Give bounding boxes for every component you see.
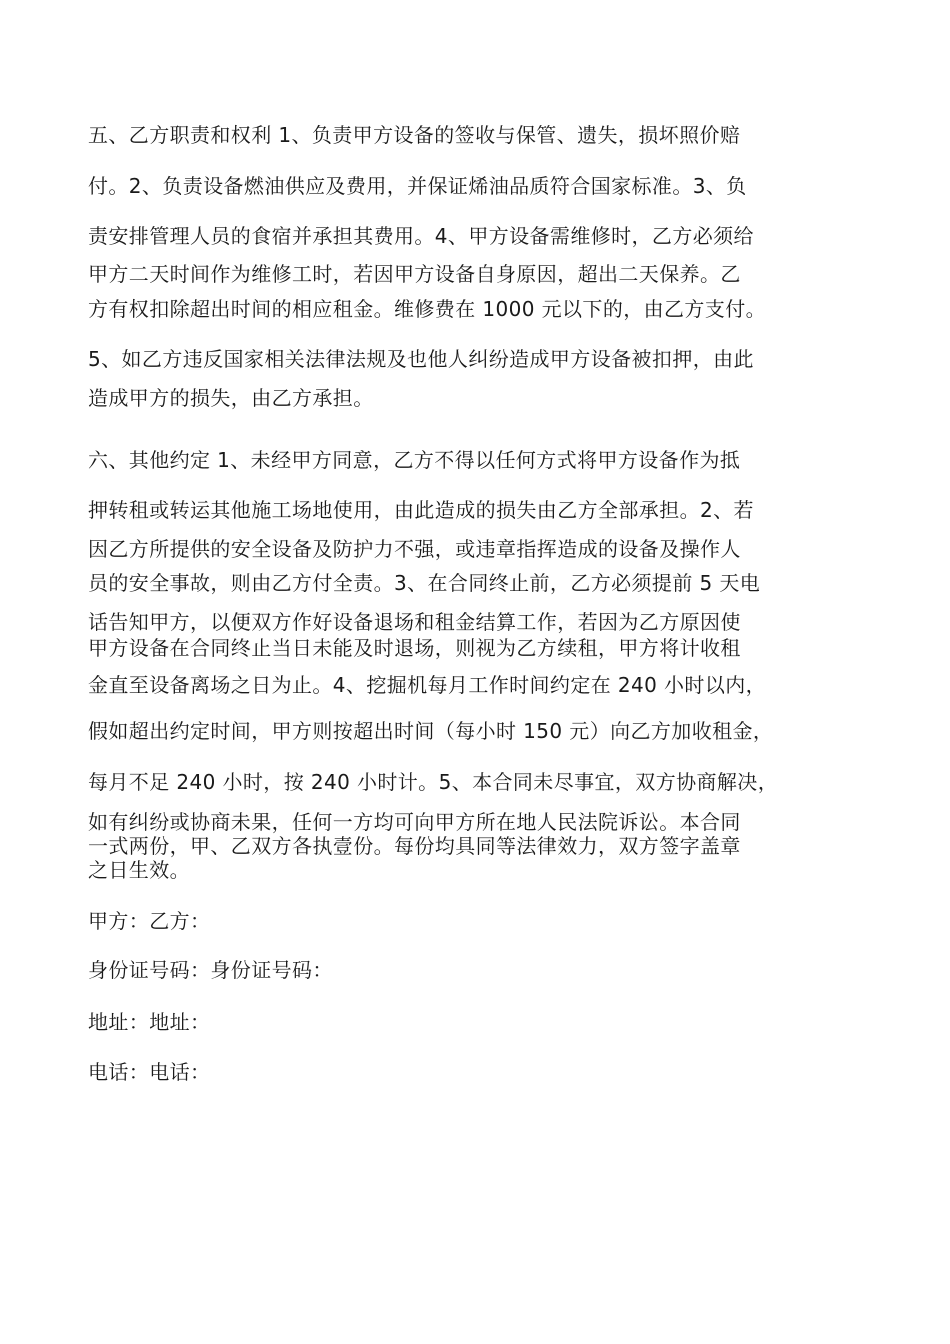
section-6-line-6: 甲方设备在合同终止当日未能及时退场，则视为乙方续租，甲方将计收租: [88, 636, 741, 660]
section-5-line-6: 5、如乙方违反国家相关法律法规及也他人纠纷造成甲方设备被扣押，由此: [88, 347, 754, 371]
section-6-line-8: 假如超出约定时间，甲方则按超出时间（每小时 150 元）向乙方加收租金，: [88, 719, 774, 743]
section-6-line-4: 员的安全事故，则由乙方付全责。3、在合同终止前，乙方必须提前 5 天电: [88, 571, 761, 595]
section-6-line-3: 因乙方所提供的安全设备及防护力不强，或违章指挥造成的设备及操作人: [88, 537, 741, 561]
signature-parties: 甲方：乙方：: [88, 909, 211, 933]
section-5-line-1: 五、乙方职责和权利 1、负责甲方设备的签收与保管、遗失，损坏照价赔: [88, 123, 741, 147]
section-6-line-9: 每月不足 240 小时，按 240 小时计。5、本合同未尽事宜，双方协商解决，: [88, 770, 779, 794]
section-6-line-2: 押转租或转运其他施工场地使用，由此造成的损失由乙方全部承担。2、若: [88, 498, 754, 522]
section-5-line-2: 付。2、负责设备燃油供应及费用，并保证烯油品质符合国家标准。3、负: [88, 174, 747, 198]
section-6-line-5: 话告知甲方，以便双方作好设备退场和租金结算工作，若因为乙方原因使: [88, 610, 741, 634]
signature-id-numbers: 身份证号码：身份证号码：: [88, 958, 333, 982]
section-6-line-7: 金直至设备离场之日为止。4、挖掘机每月工作时间约定在 240 小时以内，: [88, 673, 767, 697]
section-6-line-12: 之日生效。: [88, 858, 190, 882]
signature-phones: 电话：电话：: [88, 1060, 211, 1084]
section-6-line-11: 一式两份，甲、乙双方各执壹份。每份均具同等法律效力，双方签字盖章: [88, 834, 741, 858]
section-6-line-10: 如有纠纷或协商未果，任何一方均可向甲方所在地人民法院诉讼。本合同: [88, 810, 741, 834]
section-6-line-1: 六、其他约定 1、未经甲方同意，乙方不得以任何方式将甲方设备作为抵: [88, 448, 741, 472]
section-5-line-4: 甲方二天时间作为维修工时，若因甲方设备自身原因，超出二天保养。乙: [88, 262, 741, 286]
section-5-line-5: 方有权扣除超出时间的相应租金。维修费在 1000 元以下的，由乙方支付。: [88, 297, 767, 321]
section-5-line-3: 责安排管理人员的食宿并承担其费用。4、甲方设备需维修时，乙方必须给: [88, 224, 754, 248]
section-5-line-7: 造成甲方的损失，由乙方承担。: [88, 386, 374, 410]
signature-addresses: 地址：地址：: [88, 1010, 211, 1034]
